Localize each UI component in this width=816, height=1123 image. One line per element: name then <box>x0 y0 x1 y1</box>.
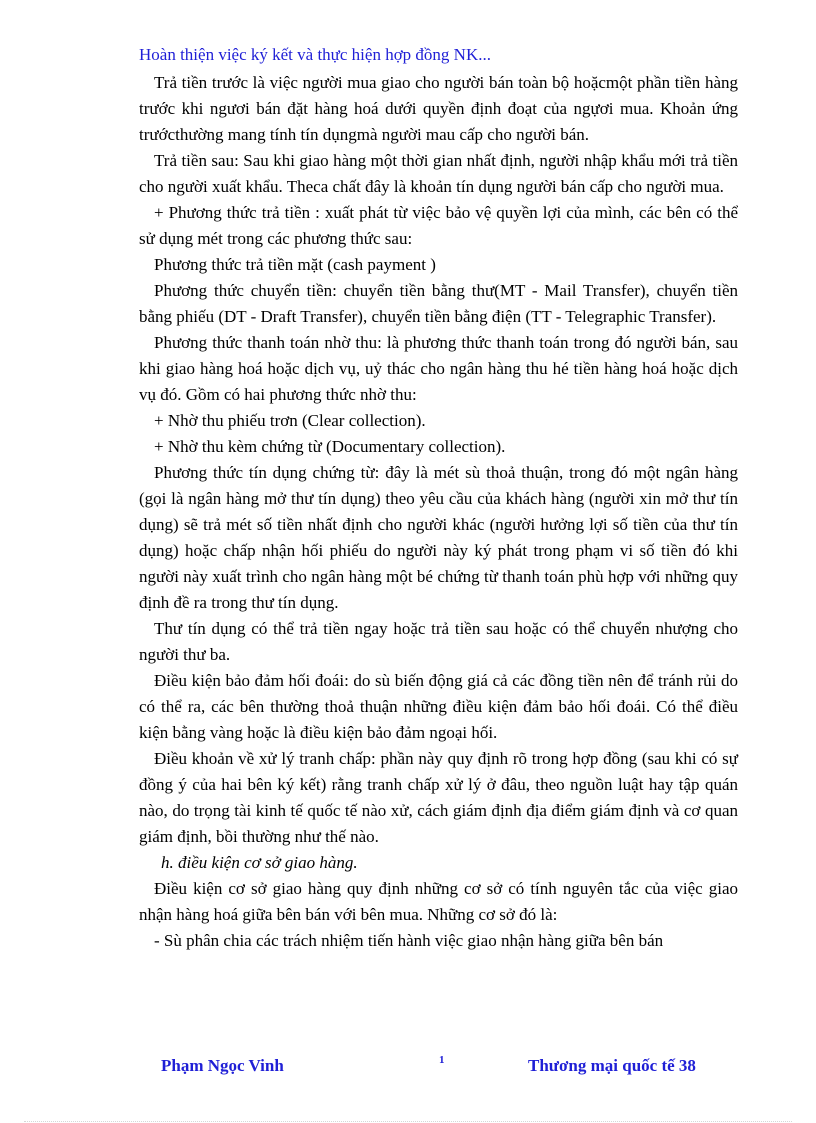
paragraph-dispute-resolution: Điều khoản về xử lý tranh chấp: phần này quy định rõ trong hợp đồng (sau khi có sự đồng ý của hai bên ký kết) rằng tranh chấp xử lý ở đâu, theo nguồn luật hay tập quán nào, do trọng tài kinh tế quốc tế nào xử, cách giám định địa điểm giám định và cơ quan giám định, bồi thường như thế nào. <box>139 749 738 846</box>
footer-author: Phạm Ngọc Vinh <box>161 1056 284 1075</box>
page-bottom-divider <box>24 1121 792 1122</box>
paragraph-clear-collection: + Nhờ thu phiếu trơn (Clear collection). <box>154 411 426 430</box>
paragraph-transfer-method: Phương thức chuyển tiền: chuyển tiền bằng thư(MT - Mail Transfer), chuyển tiền bằng phiếu (DT - Draft Transfer), chuyển tiền bằng điện (TT - Telegraphic Transfer). <box>139 281 738 326</box>
page-footer <box>0 1054 816 1084</box>
paragraph-exchange-guarantee: Điều kiện bảo đảm hối đoái: do sù biến động giá cả các đồng tiền nên để tránh rủi do có thể ra, các bên thường thoả thuận những điều kiện đảm bảo hối đoái. Có thể điều kiện bằng vàng hoặc là điều kiện bảo đảm ngoại hối. <box>139 671 738 742</box>
paragraph-responsibility-division: - Sù phân chia các trách nhiệm tiến hành việc giao nhận hàng giữa bên bán <box>154 931 664 950</box>
paragraph-letter-of-credit: Thư tín dụng có thể trả tiền ngay hoặc trả tiền sau hoặc có thể chuyển nhượng cho người thư ba. <box>139 619 738 664</box>
paragraph-collection-method: Phương thức thanh toán nhờ thu: là phương thức thanh toán trong đó người bán, sau khi giao hàng hoá hoặc dịch vụ, uỷ thác cho ngân hàng thu hé tiền hàng hoá hoặc dịch vụ đó. Gồm có hai phương thức nhờ thu: <box>139 333 738 404</box>
section-heading-delivery-basis: h. điều kiện cơ sở giao hàng. <box>161 853 358 872</box>
paragraph-delivery-basis: Điều kiện cơ sở giao hàng quy định những cơ sở có tính nguyên tắc của việc giao nhận hàng hoá giữa bên bán với bên mua. Những cơ sở đó là: <box>139 879 738 924</box>
footer-class-label: Thương mại quốc tế 38 <box>528 1056 696 1075</box>
paragraph-payment-methods: + Phương thức trả tiền : xuất phát từ việc bảo vệ quyền lợi của mình, các bên có thể sử dụng mét trong các phương thức sau: <box>139 203 738 248</box>
paragraph-documentary-credit: Phương thức tín dụng chứng từ: đây là mét sù thoả thuận, trong đó một ngân hàng (gọi là ngân hàng mở thư tín dụng) theo yêu cầu của khách hàng (người xin mở thư tín dụng) sẽ trả mét số tiền nhất định cho người khác (người hưởng lợi số tiền của thư tín dụng) hoặc chấp nhận hối phiếu do người này ký phát trong phạm vi số tiền đó khi người này xuất trình cho ngân hàng một bé chứng từ thanh toán phù hợp với những quy định đề ra trong thư tín dụng. <box>139 463 738 612</box>
paragraph-cash-payment: Phương thức trả tiền mặt (cash payment ) <box>154 255 436 274</box>
paragraph-deferred-payment: Trả tiền sau: Sau khi giao hàng một thời gian nhất định, người nhập khẩu mới trả tiền cho người xuất khẩu. Theca chất đây là khoản tín dụng người bán cấp cho người mua. <box>139 151 738 196</box>
paragraph-documentary-collection: + Nhờ thu kèm chứng từ (Documentary collection). <box>154 437 506 456</box>
document-header-title: Hoàn thiện việc ký kết và thực hiện hợp đồng NK... <box>139 45 491 64</box>
paragraph-advance-payment: Trả tiền trước là việc người mua giao cho người bán toàn bộ hoặcmột phần tiền hàng trước khi ngươi bán đặt hàng hoá dưới quyền định đoạt của ngựơi mua. Khoản ứng trướcthường mang tính tín dụngmà người mau cấp cho người bán. <box>139 73 738 144</box>
document-body <box>139 70 738 954</box>
footer-page-number: 1 <box>439 1054 445 1066</box>
